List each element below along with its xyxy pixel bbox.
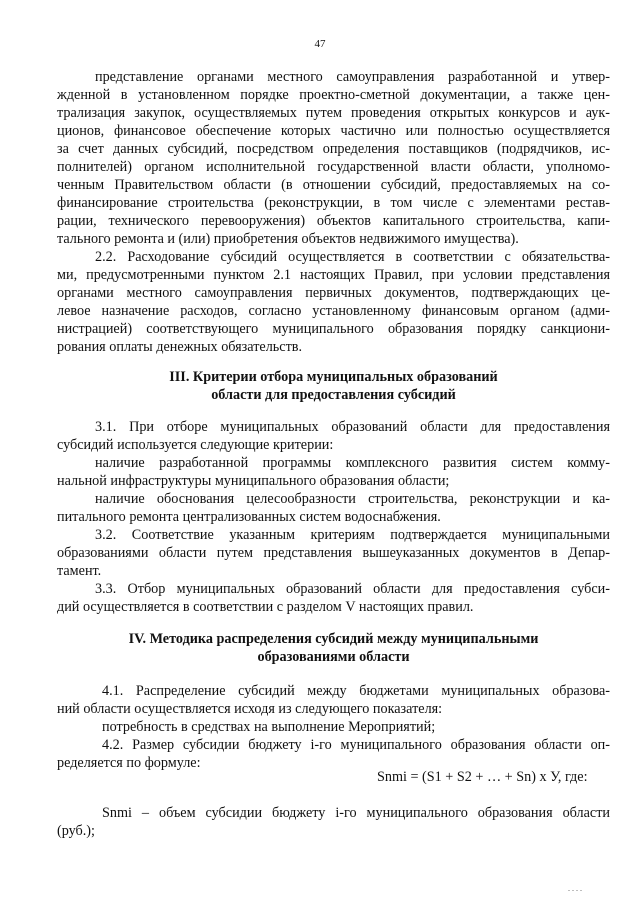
- text-line: представление органами местного самоуправления разработанной и утвер-: [95, 69, 610, 85]
- text-line: трализация закупок, осуществляемых путем проведения открытых конкурсов и аук-: [57, 105, 610, 121]
- text-line: ределяется по формуле:: [57, 755, 201, 771]
- text-line: 4.1. Распределение субсидий между бюджетами муниципальных образова-: [102, 683, 610, 699]
- scan-mark: . . . .: [568, 884, 582, 893]
- text-line: дий осуществляется в соответствии с разделом V настоящих правил.: [57, 599, 474, 615]
- text-line: рования оплаты денежных обязательств.: [57, 339, 303, 355]
- section-heading: области для предоставления субсидий: [211, 387, 456, 403]
- text-line: ми, предусмотренными пунктом 2.1 настоящих Правил, при условии представления: [57, 267, 610, 283]
- text-line: субсидий используется следующие критерии:: [57, 437, 334, 453]
- text-line: финансирование строительства (реконструкции, в том числе с элементами рестав-: [57, 195, 610, 211]
- text-line: 3.3. Отбор муниципальных образований области для предоставления субси-: [95, 581, 610, 597]
- section-heading: образованиями области: [257, 649, 410, 665]
- text-line: образованиями области путем представления вышеуказанных документов в Депар-: [57, 545, 610, 561]
- text-line: тамент.: [57, 563, 102, 579]
- text-line: 4.2. Размер субсидии бюджету i-го муниципального образования области оп-: [102, 737, 610, 753]
- text-line: Snmi – объем субсидии бюджету i-го муниципального образования области: [102, 805, 610, 821]
- text-line: органами местного самоуправления первичных документов, подтверждающих це-: [57, 285, 610, 301]
- text-line: нистрацией) соответствующего муниципального образования порядку санкциони-: [57, 321, 610, 337]
- text-line: наличие обоснования целесообразности строительства, реконструкции и ка-: [95, 491, 610, 507]
- page-number: 47: [314, 38, 326, 50]
- text-line: рации, технического перевооружения) объектов капитального строительства, капи-: [57, 213, 610, 229]
- text-line: полнителей) органом исполнительной государственной власти области, уполномо-: [57, 159, 610, 175]
- text-line: потребность в средствах на выполнение Мероприятий;: [102, 719, 436, 735]
- text-line: нальной инфраструктуры муниципального образования области;: [57, 473, 450, 489]
- section-heading: III. Критерии отбора муниципальных образований: [169, 369, 498, 385]
- text-line: ний области осуществляется исходя из следующего показателя:: [57, 701, 443, 717]
- formula: Snmi = (S1 + S2 + … + Sn) х У, где:: [377, 769, 588, 785]
- text-line: 2.2. Расходование субсидий осуществляется в соответствии с обязательства-: [95, 249, 610, 265]
- text-line: жденной в установленном порядке проектно-сметной документации, а также цен-: [57, 87, 610, 103]
- text-line: тального ремонта и (или) приобретения объектов недвижимого имущества).: [57, 231, 519, 247]
- text-line: левое назначение расходов, согласно установленному финансовым органом (адми-: [57, 303, 610, 319]
- text-line: 3.2. Соответствие указанным критериям подтверждается муниципальными: [95, 527, 610, 543]
- text-line: питального ремонта централизованных систем водоснабжения.: [57, 509, 441, 525]
- text-line: наличие разработанной программы комплексного развития систем комму-: [95, 455, 610, 471]
- text-line: ционов, финансовое обеспечение которых частично или полностью осуществляется: [57, 123, 610, 139]
- text-line: 3.1. При отборе муниципальных образований области для предоставления: [95, 419, 610, 435]
- text-line: (руб.);: [57, 823, 95, 839]
- text-line: ченным Правительством области (в отношении субсидий, предоставляемых на со-: [57, 177, 610, 193]
- section-heading: IV. Методика распределения субсидий между муниципальными: [128, 631, 539, 647]
- text-line: за счет данных субсидий, посредством определения поставщиков (подрядчиков, ис-: [57, 141, 610, 157]
